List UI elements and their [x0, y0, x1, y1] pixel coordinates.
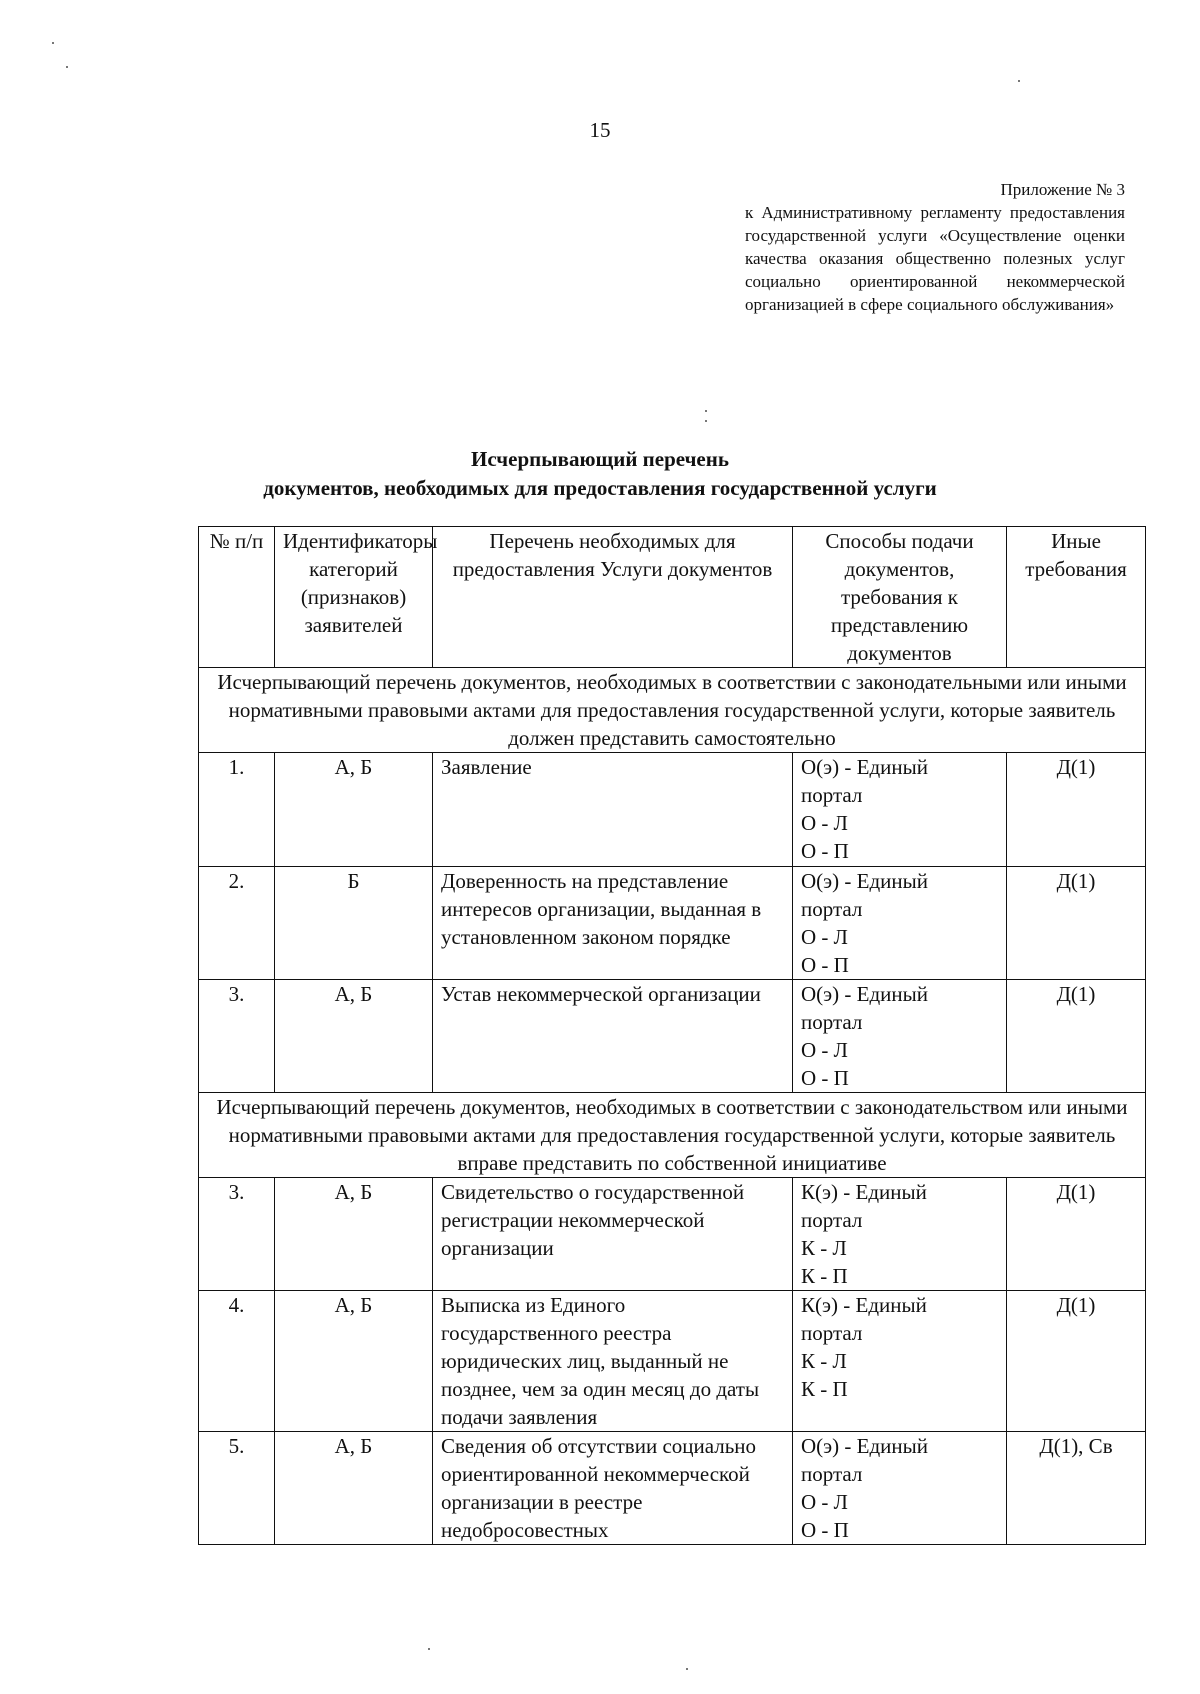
method-line: О - Л [801, 811, 848, 835]
document-title [0, 445, 1200, 503]
row-methods [793, 867, 1007, 980]
table-row [199, 753, 1146, 867]
row-methods [793, 980, 1007, 1093]
row-number: 2. [199, 867, 275, 980]
row-document: Устав некоммерческой организации [433, 980, 793, 1093]
row-other: Д(1) [1007, 1178, 1146, 1291]
row-methods [793, 1178, 1007, 1291]
section-heading-mandatory: Исчерпывающий перечень документов, необходимых в соответствии с законодательными или иными нормативными правовыми актами для предоставления государственной услуги, которые заявитель должен представить самостоятельно [199, 668, 1146, 753]
row-applicant-ids: А, Б [275, 1432, 433, 1545]
row-applicant-ids: А, Б [275, 980, 433, 1093]
scan-speck [686, 1668, 688, 1670]
header-documents: Перечень необходимых для предоставления Услуги документов [433, 527, 793, 668]
scan-speck [705, 420, 707, 422]
method-line: О - П [801, 953, 849, 977]
scan-speck [705, 410, 707, 412]
header-other-requirements: Иные требования [1007, 527, 1146, 668]
row-methods [793, 753, 1007, 867]
row-applicant-ids: А, Б [275, 1291, 433, 1432]
method-line: О - П [801, 1518, 849, 1542]
row-methods [793, 1432, 1007, 1545]
row-applicant-ids: А, Б [275, 1178, 433, 1291]
documents-table [198, 526, 1146, 1545]
row-applicant-ids: А, Б [275, 753, 433, 867]
row-other: Д(1) [1007, 753, 1146, 867]
method-line: О(э) - Единый [801, 755, 928, 779]
row-methods [793, 1291, 1007, 1432]
method-line: портал [801, 1321, 863, 1345]
section-row [199, 1093, 1146, 1178]
row-document: Доверенность на представление интересов организации, выданная в установленном законом порядке [433, 867, 793, 980]
section-heading-optional: Исчерпывающий перечень документов, необходимых в соответствии с законодательством или иными нормативными правовыми актами для предоставления государственной услуги, которые заявитель вправе представить по собственной инициативе [199, 1093, 1146, 1178]
row-document: Выписка из Единого государственного реестра юридических лиц, выданный не позднее, чем за один месяц до даты подачи заявления [433, 1291, 793, 1432]
title-line-1: Исчерпывающий перечень [471, 447, 729, 471]
method-line: О - П [801, 1066, 849, 1090]
page-number: 15 [589, 118, 611, 142]
row-document: Заявление [433, 753, 793, 867]
row-number: 5. [199, 1432, 275, 1545]
method-line: О - П [801, 839, 849, 863]
title-line-2: документов, необходимых для предоставления государственной услуги [263, 476, 937, 500]
method-line: О(э) - Единый [801, 1434, 928, 1458]
appendix-title: Приложение № 3 [1000, 180, 1125, 199]
row-document: Свидетельство о государственной регистрации некоммерческой организации [433, 1178, 793, 1291]
table-row [199, 867, 1146, 980]
method-line: К(э) - Единый [801, 1180, 927, 1204]
row-number: 3. [199, 1178, 275, 1291]
method-line: портал [801, 1208, 863, 1232]
scan-speck [1018, 80, 1020, 82]
row-number: 1. [199, 753, 275, 867]
appendix-header [745, 178, 1125, 316]
table-row [199, 1432, 1146, 1545]
row-other: Д(1), Св [1007, 1432, 1146, 1545]
scan-speck [428, 1648, 430, 1650]
method-line: О - Л [801, 1490, 848, 1514]
scan-speck [52, 42, 54, 44]
method-line: портал [801, 897, 863, 921]
scan-speck [66, 66, 68, 68]
section-row [199, 668, 1146, 753]
method-line: К - Л [801, 1349, 847, 1373]
row-number: 4. [199, 1291, 275, 1432]
method-line: О - Л [801, 925, 848, 949]
table-row [199, 980, 1146, 1093]
row-other: Д(1) [1007, 980, 1146, 1093]
table-row [199, 1291, 1146, 1432]
header-applicant-ids: Идентификаторы категорий (признаков) заявителей [275, 527, 433, 668]
row-other: Д(1) [1007, 867, 1146, 980]
header-number: № п/п [199, 527, 275, 668]
table-header-row [199, 527, 1146, 668]
header-submission-methods: Способы подачи документов, требования к представлению документов [793, 527, 1007, 668]
method-line: К - П [801, 1377, 848, 1401]
row-document: Сведения об отсутствии социально ориентированной некоммерческой организации в реестре недобросовестных [433, 1432, 793, 1545]
method-line: К - П [801, 1264, 848, 1288]
row-number: 3. [199, 980, 275, 1093]
method-line: О - Л [801, 1038, 848, 1062]
method-line: О(э) - Единый [801, 869, 928, 893]
method-line: К(э) - Единый [801, 1293, 927, 1317]
method-line: О(э) - Единый [801, 982, 928, 1006]
method-line: портал [801, 1010, 863, 1034]
row-applicant-ids: Б [275, 867, 433, 980]
method-line: К - Л [801, 1236, 847, 1260]
method-line: портал [801, 783, 863, 807]
table-row [199, 1178, 1146, 1291]
appendix-body: к Административному регламенту предоставления государственной услуги «Осуществление оценки качества оказания общественно полезных услуг социально ориентированной некоммерческой организацией в сфере социального обслуживания» [745, 203, 1125, 314]
method-line: портал [801, 1462, 863, 1486]
row-other: Д(1) [1007, 1291, 1146, 1432]
